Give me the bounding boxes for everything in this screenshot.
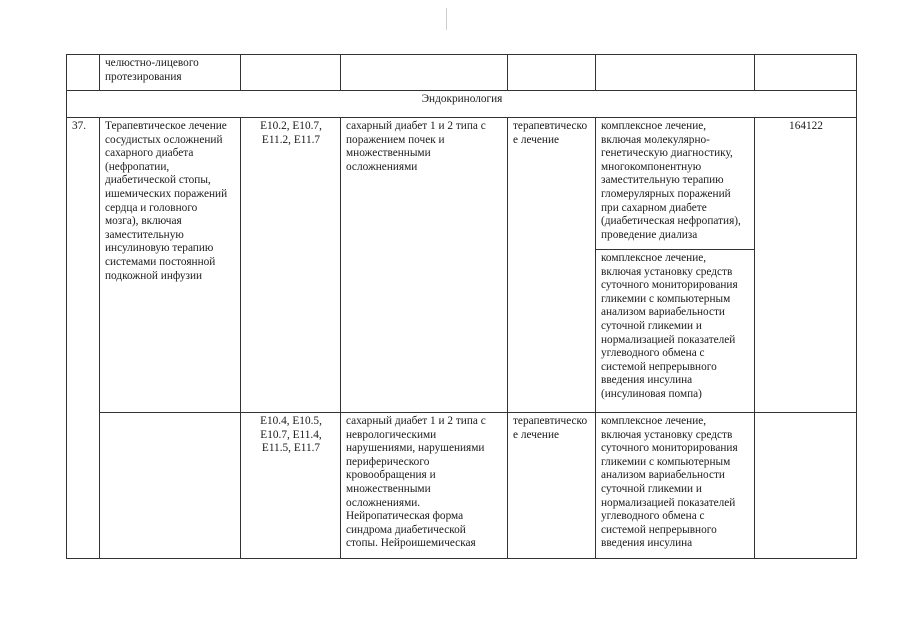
cell-number (67, 55, 100, 91)
price: 164122 (755, 118, 857, 413)
patient-model: сахарный диабет 1 и 2 типа с неврологическими нарушениями, нарушениями периферического кровообращения и множественными осложнениями. Нейропатическая форма синдрома диабетической стопы. Нейроишемическая (341, 413, 508, 559)
cell-price (755, 55, 857, 91)
treatment-method: комплексное лечение, включая установку средств суточного мониторирования гликемии с компьютерным анализом вариабельности суточной гликемии и нормализацией показателей углеводного обмена с системой непрерывного введения инсулина (596, 413, 755, 559)
patient-model: сахарный диабет 1 и 2 типа с поражением почек и множественными осложнениями (341, 118, 508, 413)
page-crease-mark (446, 8, 447, 30)
cell-procedure-name: челюстно-лицевого протезирования (100, 55, 241, 91)
cell-method (596, 55, 755, 91)
cell-patient-model (341, 55, 508, 91)
icd-codes: E10.2, E10.7, E11.2, E11.7 (241, 118, 341, 413)
row-number: 37. (67, 118, 100, 559)
icd-codes: E10.4, E10.5, E10.7, E11.4, E11.5, E11.7 (241, 413, 341, 559)
procedure-name: Терапевтическое лечение сосудистых осложнений сахарного диабета (нефропатии, диабетической стопы, ишемических поражений сердца и головного мозга), включая заместительную инсулиновую терапию системами постоянной подкожной инфузии (100, 118, 241, 413)
price (755, 413, 857, 559)
treatment-method: комплексное лечение, включая установку средств суточного мониторирования гликемии с компьютерным анализом вариабельности суточной гликемии и нормализацией показателей углеводного обмена с системой непрерывного введения инсулина (инсулиновая помпа) (596, 250, 755, 413)
treatment-type: терапевтическо е лечение (508, 118, 596, 413)
treatment-type: терапевтическо е лечение (508, 413, 596, 559)
table-row (67, 413, 857, 559)
cell-codes (241, 55, 341, 91)
section-title: Эндокринология (67, 91, 857, 118)
procedure-name (100, 413, 241, 559)
table-row-continuation (67, 55, 857, 91)
section-row (67, 91, 857, 118)
treatment-method: комплексное лечение, включая молекулярно- генетическую диагностику, многокомпонентную заместительную терапию гломерулярных поражений при сахарном диабете (диабетическая нефропатия), проведение диализа (596, 118, 755, 250)
treatment-table (66, 54, 857, 559)
cell-treatment-type (508, 55, 596, 91)
table-row (67, 118, 857, 250)
